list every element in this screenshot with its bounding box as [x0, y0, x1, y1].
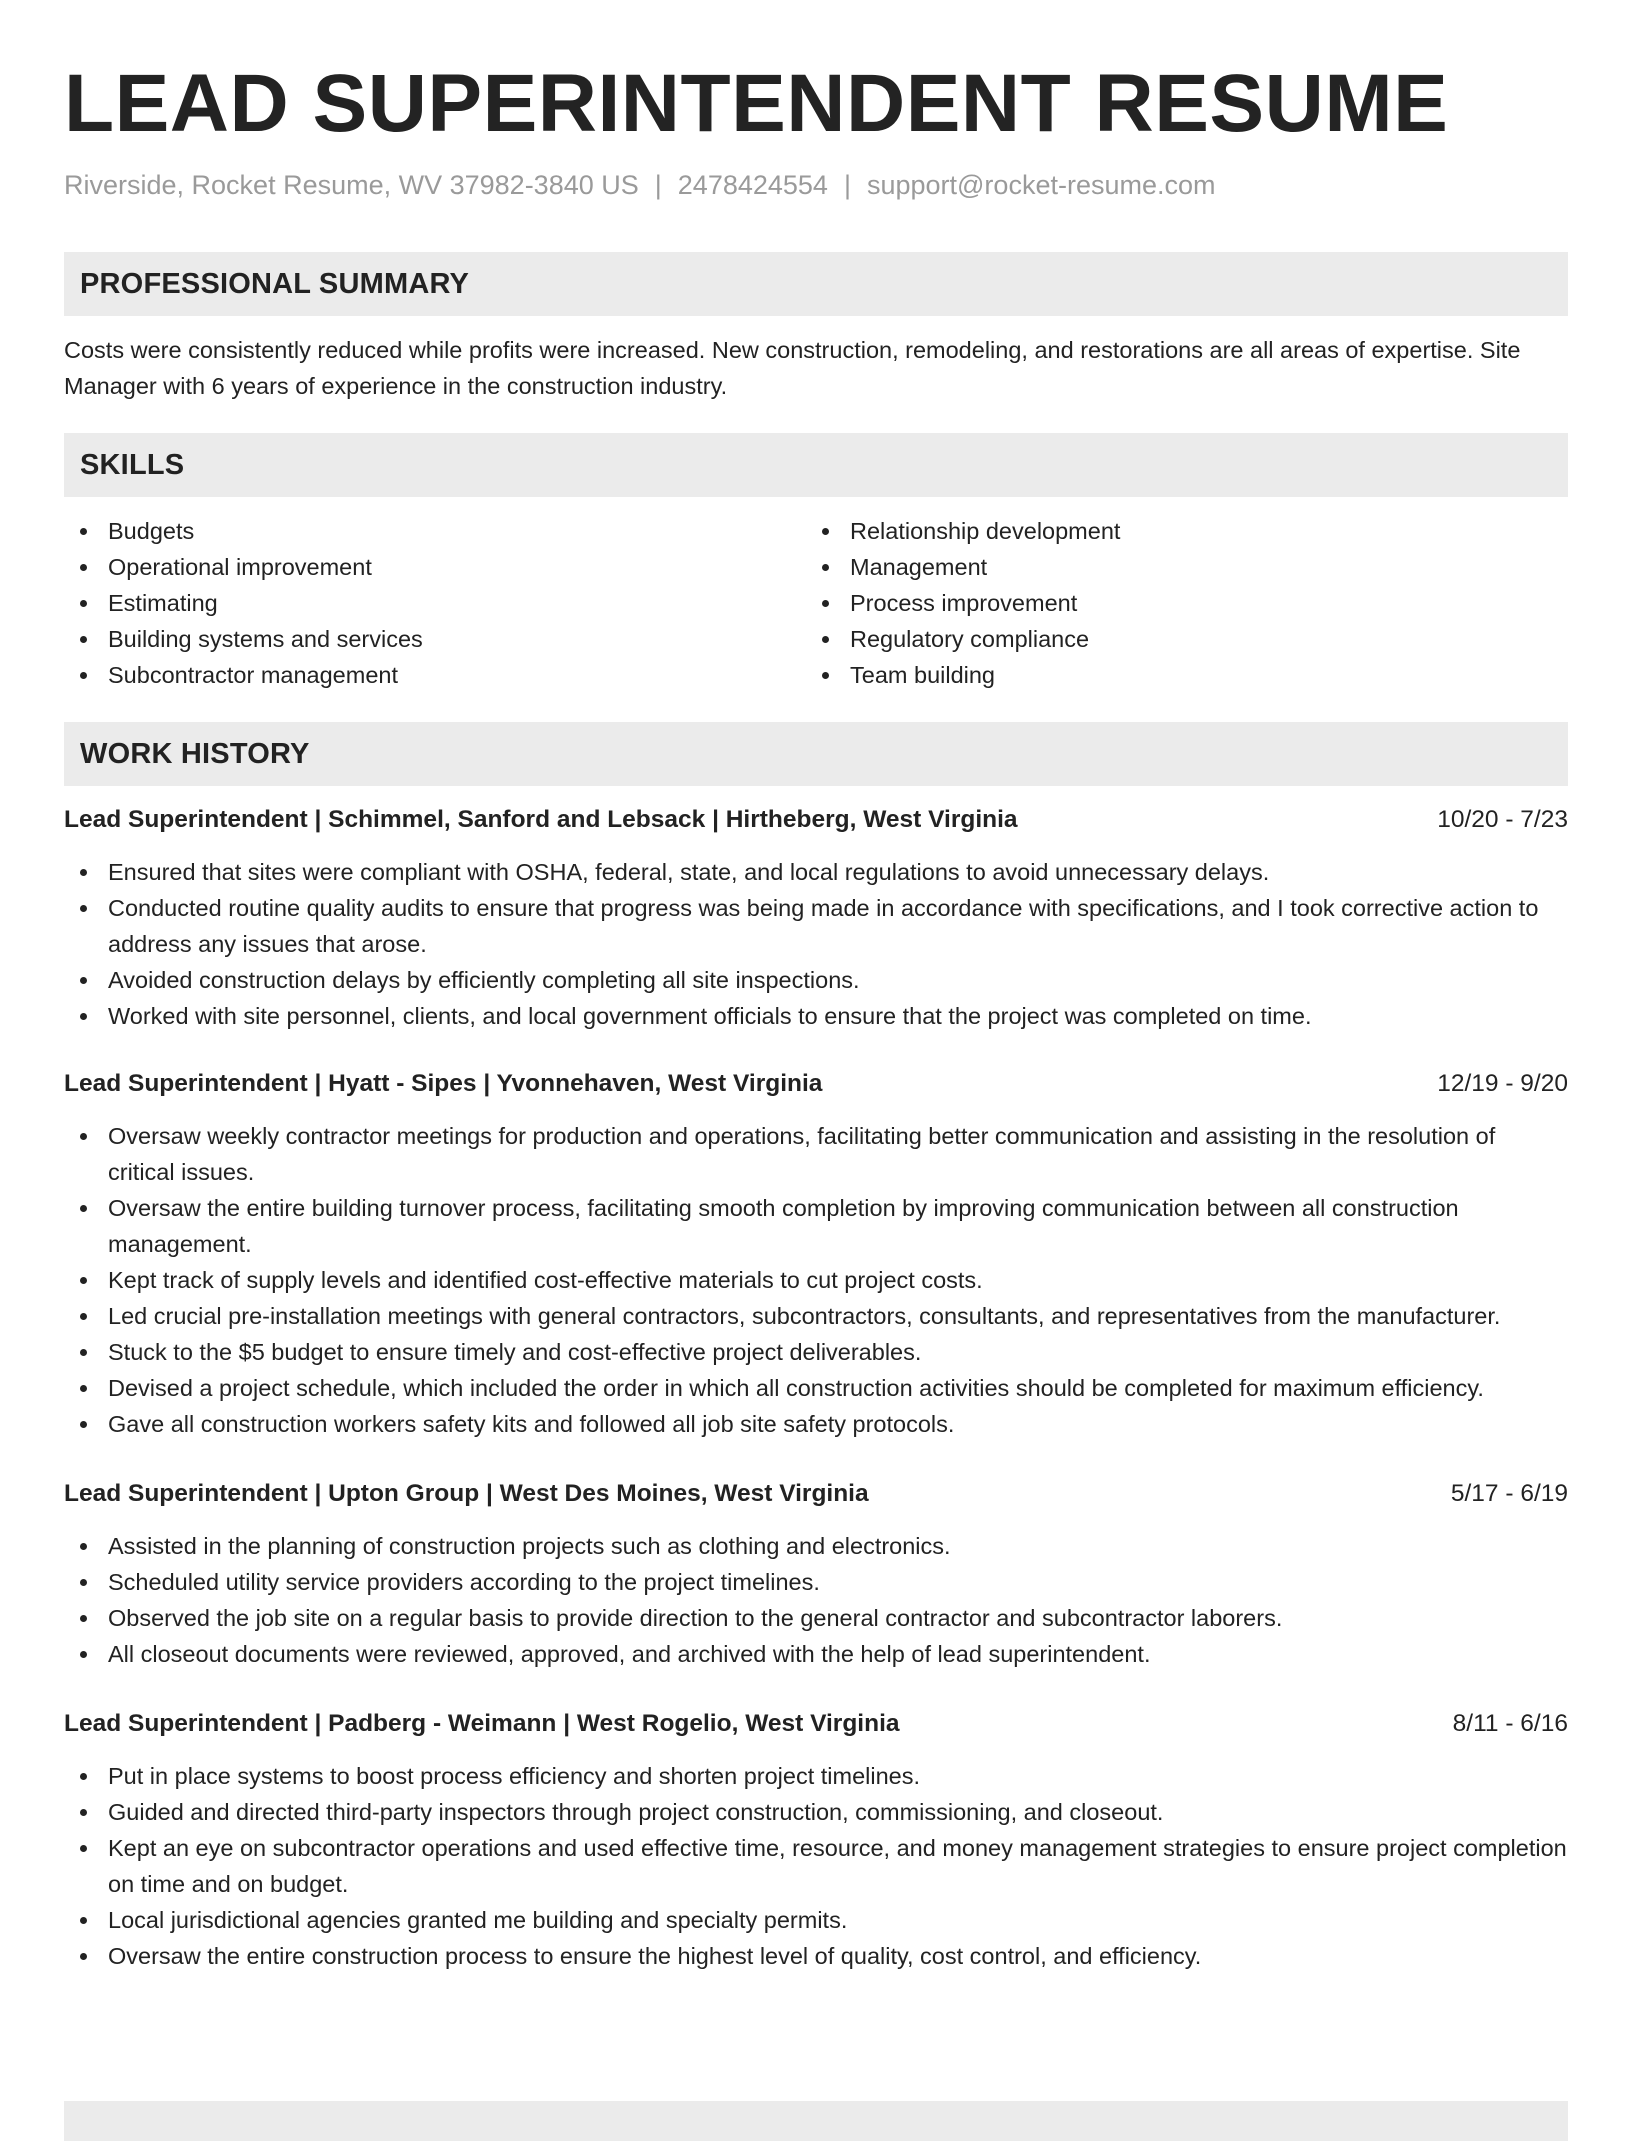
skill-item: Process improvement: [806, 585, 1548, 621]
job-bullet: Stuck to the $5 budget to ensure timely and cost-effective project deliverables.: [64, 1334, 1568, 1370]
job-dates: 5/17 - 6/19: [1450, 1480, 1568, 1507]
job-header: [64, 1066, 1568, 1102]
job-entry: [64, 1066, 1568, 1442]
job-title: Lead Superintendent | Padberg - Weimann | West Rogelio, West Virginia: [64, 1710, 900, 1737]
resume-page: [64, 0, 1568, 1974]
contact-line: [64, 168, 1568, 202]
job-dates: 8/11 - 6/16: [1452, 1710, 1568, 1737]
skill-item: Building systems and services: [64, 621, 806, 657]
job-header: [64, 1476, 1568, 1512]
skill-item: Regulatory compliance: [806, 621, 1548, 657]
job-entry: [64, 1706, 1568, 1974]
contact-separator: |: [843, 170, 851, 200]
job-bullet: Local jurisdictional agencies granted me building and specialty permits.: [64, 1902, 1568, 1938]
skill-item: Operational improvement: [64, 549, 806, 585]
skill-item: Management: [806, 549, 1548, 585]
job-bullet: Oversaw weekly contractor meetings for production and operations, facilitating better communication and assisting in the resolution of critical issues.: [64, 1118, 1568, 1190]
skills-heading: SKILLS: [64, 433, 1568, 497]
skill-item: Team building: [806, 657, 1548, 693]
job-bullet: Conducted routine quality audits to ensure that progress was being made in accordance with specifications, and I took corrective action to address any issues that arose.: [64, 890, 1568, 962]
summary-heading: PROFESSIONAL SUMMARY: [64, 252, 1568, 316]
next-section-heading-bar: [64, 2101, 1568, 2141]
job-title: Lead Superintendent | Hyatt - Sipes | Yvonnehaven, West Virginia: [64, 1070, 823, 1097]
contact-phone: 2478424554: [677, 170, 828, 200]
job-bullet: Put in place systems to boost process efficiency and shorten project timelines.: [64, 1758, 1568, 1794]
job-entry: [64, 802, 1568, 1034]
job-bullet: Ensured that sites were compliant with OSHA, federal, state, and local regulations to avoid unnecessary delays.: [64, 854, 1568, 890]
job-dates: 10/20 - 7/23: [1437, 806, 1568, 833]
skill-item: Relationship development: [806, 513, 1548, 549]
skills-column-left: [64, 513, 806, 693]
contact-email: support@rocket-resume.com: [866, 170, 1216, 200]
job-bullet: Led crucial pre-installation meetings with general contractors, subcontractors, consultants, and representatives from the manufacturer.: [64, 1298, 1568, 1334]
contact-address: Riverside, Rocket Resume, WV 37982-3840 US: [64, 170, 639, 200]
job-entry: [64, 1476, 1568, 1672]
job-bullet: Worked with site personnel, clients, and local government officials to ensure that the project was completed on time.: [64, 998, 1568, 1034]
contact-separator: |: [654, 170, 662, 200]
job-bullet: All closeout documents were reviewed, approved, and archived with the help of lead superintendent.: [64, 1636, 1568, 1672]
job-bullet-list: [64, 854, 1568, 1034]
job-title: Lead Superintendent | Upton Group | West Des Moines, West Virginia: [64, 1480, 869, 1507]
job-bullet: Observed the job site on a regular basis to provide direction to the general contractor and subcontractor laborers.: [64, 1600, 1568, 1636]
job-bullet: Devised a project schedule, which included the order in which all construction activities should be completed for maximum efficiency.: [64, 1370, 1568, 1406]
job-bullet-list: [64, 1758, 1568, 1974]
skills-list: [64, 513, 1568, 693]
job-bullet: Assisted in the planning of construction projects such as clothing and electronics.: [64, 1528, 1568, 1564]
job-header: [64, 802, 1568, 838]
job-bullet: Scheduled utility service providers according to the project timelines.: [64, 1564, 1568, 1600]
job-bullet: Kept track of supply levels and identified cost-effective materials to cut project costs.: [64, 1262, 1568, 1298]
resume-title: LEAD SUPERINTENDENT RESUME: [64, 58, 1449, 149]
skill-item: Budgets: [64, 513, 806, 549]
job-bullet-list: [64, 1528, 1568, 1672]
job-header: [64, 1706, 1568, 1742]
skill-item: Subcontractor management: [64, 657, 806, 693]
job-bullet: Avoided construction delays by efficiently completing all site inspections.: [64, 962, 1568, 998]
job-bullet: Oversaw the entire building turnover process, facilitating smooth completion by improving communication between all construction management.: [64, 1190, 1568, 1262]
summary-text: Costs were consistently reduced while profits were increased. New construction, remodeling, and restorations are all areas of expertise. Site Manager with 6 years of experience in the construction industry.: [64, 337, 1521, 399]
job-title: Lead Superintendent | Schimmel, Sanford and Lebsack | Hirtheberg, West Virginia: [64, 806, 1018, 833]
job-bullet: Oversaw the entire construction process to ensure the highest level of quality, cost control, and efficiency.: [64, 1938, 1568, 1974]
job-bullet-list: [64, 1118, 1568, 1442]
job-bullet: Gave all construction workers safety kits and followed all job site safety protocols.: [64, 1406, 1568, 1442]
skill-item: Estimating: [64, 585, 806, 621]
job-bullet: Guided and directed third-party inspectors through project construction, commissioning, and closeout.: [64, 1794, 1568, 1830]
work-history-heading: WORK HISTORY: [64, 722, 1568, 786]
job-dates: 12/19 - 9/20: [1437, 1070, 1568, 1097]
skills-column-right: [806, 513, 1548, 693]
job-bullet: Kept an eye on subcontractor operations and used effective time, resource, and money management strategies to ensure project completion on time and on budget.: [64, 1830, 1568, 1902]
